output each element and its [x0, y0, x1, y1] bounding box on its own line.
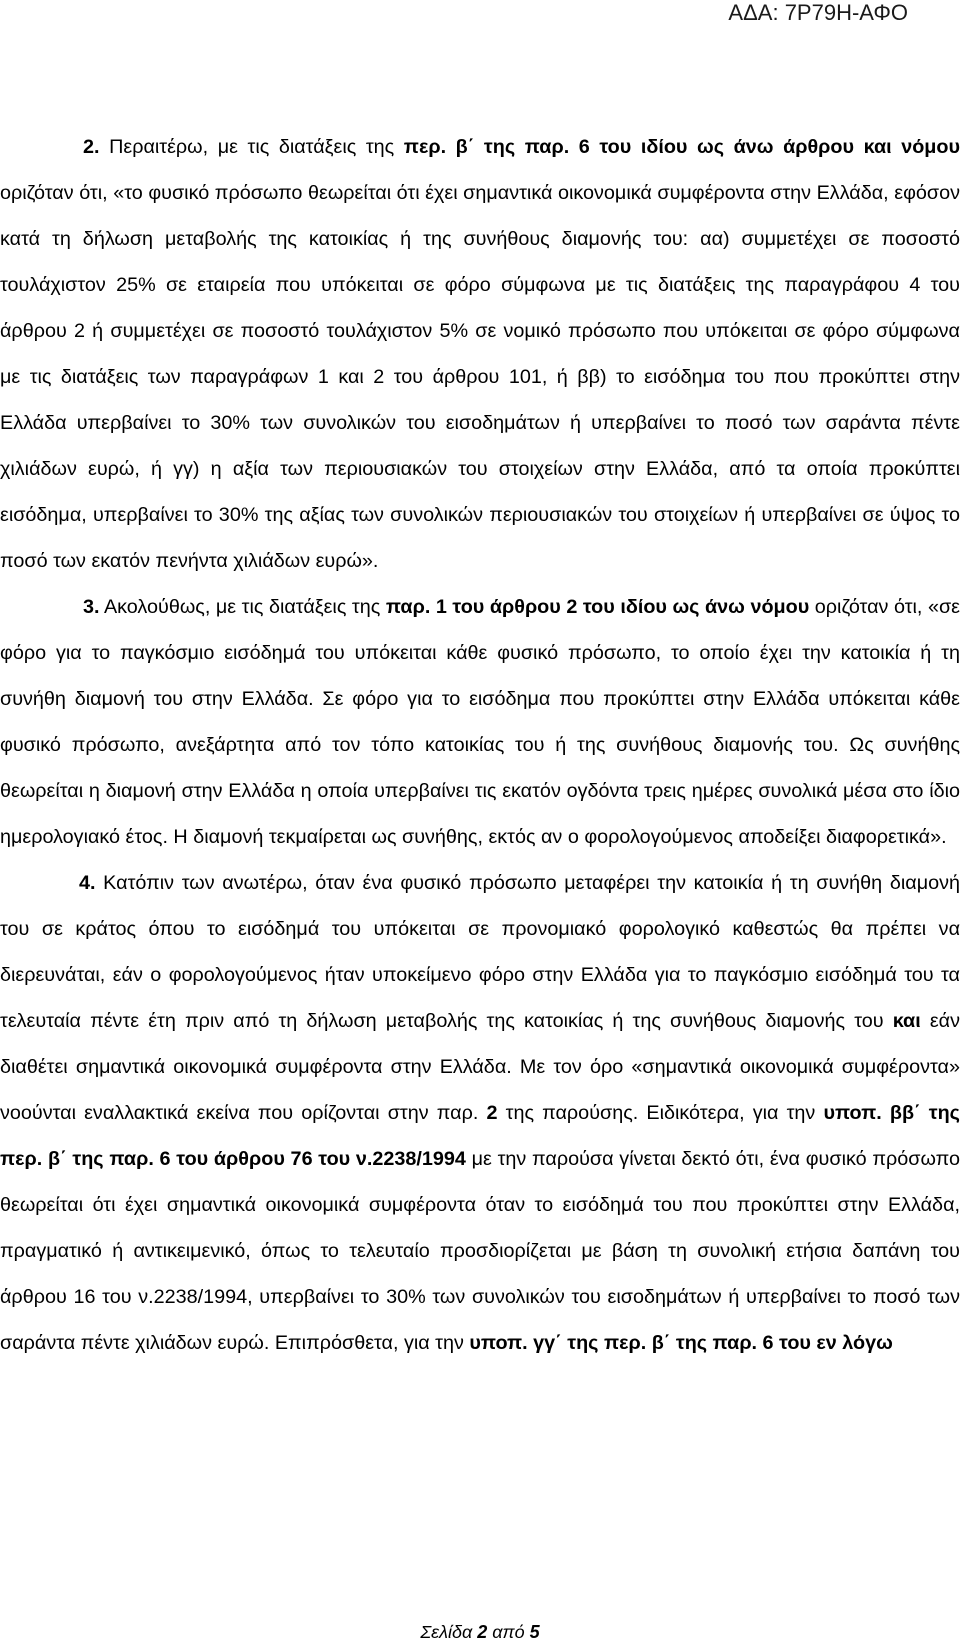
paragraph-text: Περαιτέρω, με τις διατάξεις της [99, 136, 404, 158]
paragraph-text: της παρούσης. Ειδικότερα, για την [497, 1102, 824, 1124]
paragraph-text: Ακολούθως, με τις διατάξεις της [99, 596, 386, 618]
paragraph-text: με την παρούσα γίνεται δεκτό ότι, ένα φυσικό πρόσωπο θεωρείται ότι έχει σημαντικά οικονομικά συμφέροντα όταν το εισόδημά του που προκύπτει στην Ελλάδα, πραγματικό ή αντικειμενικό, όπως το τελευταίο προσδιορίζεται με βάση τη συνολική ετήσια δαπάνη του άρθρου 16 του ν.2238/1994, υπερβαίνει το 30% των συνολικών του εισοδημάτων ή υπερβαίνει το ποσό των σαράντα πέντε χιλιάδων ευρώ. Επιπρόσθετα, για την [0, 1148, 960, 1354]
legal-reference: παρ. 1 του άρθρου 2 του ιδίου ως άνω νόμου [385, 596, 810, 618]
paragraph-number: 2. [83, 136, 100, 158]
paragraph-text: οριζόταν ότι, «σε φόρο για το παγκόσμιο εισόδημά του υπόκειται κάθε φυσικό πρόσωπο, το οποίο έχει την κατοικία ή τη συνήθη διαμονή του στην Ελλάδα. Σε φόρο για το εισόδημα που προκύπτει στην Ελλάδα υπόκειται κάθε φυσικό πρόσωπο, ανεξάρτητα από τον τόπο κατοικίας του ή της συνήθους διαμονής του. Ως συνήθης θεωρείται η διαμονή στην Ελλάδα η οποία υπερβαίνει τις εκατόν ογδόντα τρεις ημέρες συνολικά μέσα στο ίδιο ημερολογιακό έτος. Η διαμονή τεκμαίρεται ως συνήθης, εκτός αν ο φορολογούμενος αποδείξει διαφορετικά». [0, 596, 960, 848]
paragraph-text: Κατόπιν των ανωτέρω, όταν ένα φυσικό πρόσωπο μεταφέρει την κατοικία ή τη συνήθη διαμονή του σε κράτος όπου το εισόδημά του υπόκειται σε προνομιακό φορολογικό καθεστώς θα πρέπει να διερευνάται, εάν ο φορολογούμενος ήταν υποκείμενο φόρο στην Ελλάδα για το παγκόσμιο εισόδημά του τα τελευταία πέντε έτη πριν από τη δήλωση μεταβολής της κατοικίας ή της συνήθους διαμονής του [0, 872, 960, 1032]
ada-code: ΑΔΑ: 7Ρ79Η-ΑΦΟ [728, 0, 908, 25]
paragraph-2 [0, 124, 960, 584]
document-body [0, 124, 960, 1366]
legal-reference: υποπ. ββ΄ της περ. β΄ της παρ. 6 του άρθρου 76 του ν.2238/1994 [0, 1102, 960, 1170]
page-footer [0, 1619, 960, 1645]
paragraph-ref-number: 2 [486, 1102, 498, 1124]
emphasis-word: και [892, 1010, 921, 1032]
footer-page-number: 2 [477, 1622, 488, 1642]
paragraph-4 [0, 860, 960, 1366]
legal-reference: υποπ. γγ΄ της περ. β΄ της παρ. 6 του εν λόγω [469, 1332, 893, 1354]
paragraph-number: 3. [83, 596, 100, 618]
paragraph-text: οριζόταν ότι, «το φυσικό πρόσωπο θεωρείται ότι έχει σημαντικά οικονομικά συμφέροντα στην Ελλάδα, εφόσον κατά τη δήλωση μεταβολής της κατοικίας ή της συνήθους διαμονής του: αα) συμμετέχει σε ποσοστό τουλάχιστον 25% σε εταιρεία που υπόκειται σε φόρο σύμφωνα με τις διατάξεις της παραγράφου 4 του άρθρου 2 ή συμμετέχει σε ποσοστό τουλάχιστον 5% σε νομικό πρόσωπο που υπόκειται σε φόρο σύμφωνα με τις διατάξεις των παραγράφων 1 και 2 του άρθρου 101, ή ββ) το εισόδημα του που προκύπτει στην Ελλάδα υπερβαίνει το 30% των συνολικών του εισοδημάτων ή υπερβαίνει το ποσό των σαράντα πέντε χιλιάδων ευρώ, ή γγ) η αξία των περιουσιακών του στοιχείων στην Ελλάδα, από τα οποία προκύπτει εισόδημα, υπερβαίνει το 30% της αξίας των συνολικών περιουσιακών του στοιχείων ή υπερβαίνει σε ύψος το ποσό των εκατόν πενήντα χιλιάδων ευρώ». [0, 182, 960, 572]
legal-reference: περ. β΄ της παρ. 6 του ιδίου ως άνω άρθρου και νόμου [403, 136, 960, 158]
footer-of-label: από [487, 1622, 530, 1642]
footer-page-label: Σελίδα [420, 1622, 478, 1642]
paragraph-number: 4. [79, 872, 96, 894]
paragraph-text: εάν διαθέτει σημαντικά οικονομικά συμφέροντα στην Ελλάδα. Με τον όρο «σημαντικά οικονομικά συμφέροντα» νοούνται εναλλακτικά εκείνα που ορίζονται στην παρ. [0, 1010, 960, 1124]
footer-page-total: 5 [529, 1622, 540, 1642]
paragraph-3 [0, 584, 960, 860]
